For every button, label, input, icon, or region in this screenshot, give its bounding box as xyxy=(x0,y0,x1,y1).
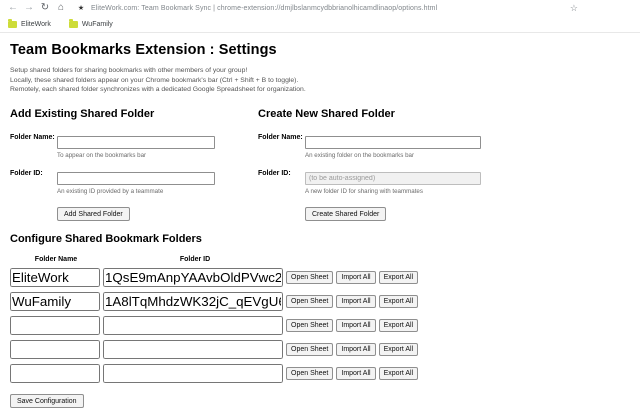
intro-line-2: Locally, these shared folders appear on your Chrome bookmark's bar (Ctrl + Shift + B to toggle). xyxy=(10,76,299,84)
column-header-folder-name: Folder Name xyxy=(34,256,78,263)
open-sheet-button[interactable]: Open Sheet xyxy=(286,319,333,332)
create-new-section xyxy=(258,108,630,222)
add-folder-id-label: Folder ID: xyxy=(10,169,43,177)
create-folder-name-label: Folder Name: xyxy=(258,133,303,141)
create-folder-name-input[interactable] xyxy=(305,136,481,149)
bookmark-label: EliteWork xyxy=(21,20,51,28)
configure-heading: Configure Shared Bookmark Folders xyxy=(10,233,202,245)
create-new-heading: Create New Shared Folder xyxy=(258,107,395,120)
add-folder-name-help: To appear on the bookmarks bar xyxy=(57,151,147,159)
table-row xyxy=(10,340,630,359)
create-folder-id-label: Folder ID: xyxy=(258,169,291,177)
open-sheet-button[interactable]: Open Sheet xyxy=(286,295,333,308)
bookmark-folder-wufamily[interactable] xyxy=(69,21,113,28)
row-folder-id-input[interactable] xyxy=(103,268,283,287)
folder-icon xyxy=(69,21,78,28)
create-folder-id-input xyxy=(305,172,481,185)
import-all-button[interactable]: Import All xyxy=(336,367,375,380)
export-all-button[interactable]: Export All xyxy=(379,367,419,380)
intro-line-3: Remotely, each shared folder synchronizes with a dedicated Google Spreadsheet for organization. xyxy=(10,86,306,93)
configure-section xyxy=(10,233,630,408)
back-icon[interactable]: ← xyxy=(8,2,18,13)
row-folder-name-input[interactable] xyxy=(10,292,100,311)
add-shared-folder-button[interactable]: Add Shared Folder xyxy=(57,207,130,221)
bookmark-label: WuFamily xyxy=(81,20,113,28)
folder-icon xyxy=(8,21,17,28)
table-row xyxy=(10,292,630,311)
open-sheet-button[interactable]: Open Sheet xyxy=(286,367,333,380)
export-all-button[interactable]: Export All xyxy=(379,295,419,308)
row-folder-name-input[interactable] xyxy=(10,364,100,383)
save-configuration-button[interactable]: Save Configuration xyxy=(10,394,84,408)
column-header-folder-id: Folder ID xyxy=(179,256,211,263)
import-all-button[interactable]: Import All xyxy=(336,271,375,284)
export-all-button[interactable]: Export All xyxy=(379,271,419,284)
intro-line-1: Setup shared folders for sharing bookmarks with other members of your group! xyxy=(10,67,248,74)
row-folder-id-input[interactable] xyxy=(103,292,283,311)
add-existing-heading: Add Existing Shared Folder xyxy=(10,107,155,120)
options-page xyxy=(0,33,640,408)
create-folder-name-help: An existing folder on the bookmarks bar xyxy=(305,151,415,159)
add-folder-name-input[interactable] xyxy=(57,136,215,149)
create-shared-folder-button[interactable]: Create Shared Folder xyxy=(305,207,386,221)
create-folder-id-help: A new folder ID for sharing with teammates xyxy=(305,187,423,195)
row-folder-id-input[interactable] xyxy=(103,316,283,335)
intro-text xyxy=(10,66,630,95)
import-all-button[interactable]: Import All xyxy=(336,319,375,332)
table-row xyxy=(10,364,630,383)
export-all-button[interactable]: Export All xyxy=(379,343,419,356)
address-bar-url[interactable]: EliteWork.com: Team Bookmark Sync | chrome-extension://dmjlbslanmcydbbrianolhicamdlinaop/options.html xyxy=(91,4,438,12)
bookmarks-bar xyxy=(0,16,640,33)
add-existing-section xyxy=(10,108,258,222)
open-sheet-button[interactable]: Open Sheet xyxy=(286,271,333,284)
row-folder-name-input[interactable] xyxy=(10,268,100,287)
bookmark-folder-elitework[interactable] xyxy=(8,21,51,28)
export-all-button[interactable]: Export All xyxy=(379,319,419,332)
add-folder-id-help: An existing ID provided by a teammate xyxy=(57,187,164,195)
browser-toolbar xyxy=(0,0,640,16)
table-row xyxy=(10,316,630,335)
import-all-button[interactable]: Import All xyxy=(336,343,375,356)
open-sheet-button[interactable]: Open Sheet xyxy=(286,343,333,356)
row-folder-name-input[interactable] xyxy=(10,316,100,335)
import-all-button[interactable]: Import All xyxy=(336,295,375,308)
page-title: Team Bookmarks Extension : Settings xyxy=(10,42,277,58)
row-folder-name-input[interactable] xyxy=(10,340,100,359)
reload-icon[interactable]: ↻ xyxy=(40,2,50,13)
bookmark-star-icon[interactable]: ☆ xyxy=(569,2,578,13)
add-folder-name-label: Folder Name: xyxy=(10,133,55,141)
configure-table-header xyxy=(10,256,630,263)
site-favicon-icon: ★ xyxy=(77,5,85,12)
home-icon[interactable]: ⌂ xyxy=(57,2,65,13)
row-folder-id-input[interactable] xyxy=(103,364,283,383)
forward-icon[interactable]: → xyxy=(24,2,34,13)
table-row xyxy=(10,268,630,287)
add-folder-id-input[interactable] xyxy=(57,172,215,185)
row-folder-id-input[interactable] xyxy=(103,340,283,359)
